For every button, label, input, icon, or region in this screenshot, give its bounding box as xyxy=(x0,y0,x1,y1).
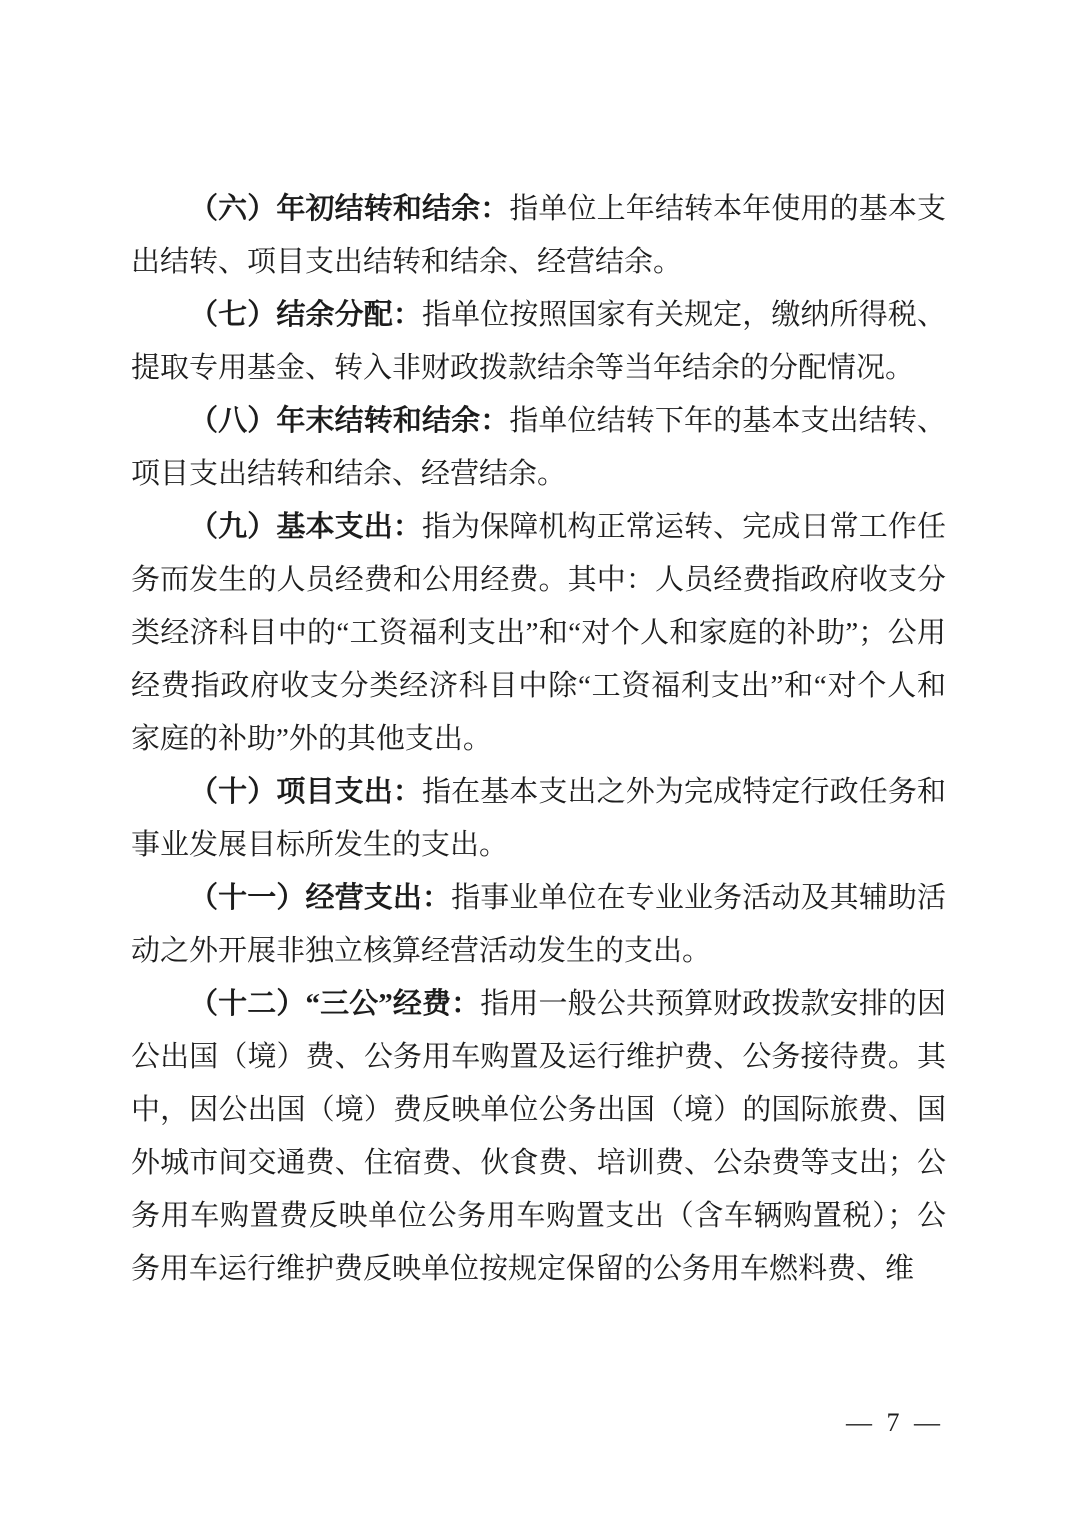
paragraph-body: 指单位上年结转本年使用的基本支出结转、项目支出结转和结余、经营结余。 xyxy=(131,193,946,278)
paragraph-lead: （八）年末结转和结余： xyxy=(189,405,510,437)
paragraph-lead: （十）项目支出： xyxy=(189,776,422,808)
paragraph-body: 指为保障机构正常运转、完成日常工作任务而发生的人员经费和公用经费。其中：人员经费指政府收支分类经济科目中的“工资福利支出”和“对个人和家庭的补助”；公用经费指政府收支分类经济科目中除“工资福利支出”和“对个人和家庭的补助”外的其他支出。 xyxy=(131,511,946,755)
paragraph xyxy=(131,766,946,872)
paragraph-body: 指单位按照国家有关规定，缴纳所得税、提取专用基金、转入非财政拨款结余等当年结余的分配情况。 xyxy=(131,299,946,384)
paragraph xyxy=(131,978,946,1296)
paragraph-lead: （十一）经营支出： xyxy=(189,882,452,914)
paragraph-body: 指在基本支出之外为完成特定行政任务和事业发展目标所发生的支出。 xyxy=(131,776,946,861)
paragraph xyxy=(131,395,946,501)
paragraph-lead: （七）结余分配： xyxy=(189,299,422,331)
paragraph-lead: （十二）“三公”经费： xyxy=(189,988,481,1020)
paragraph xyxy=(131,289,946,395)
paragraph xyxy=(131,872,946,978)
document-body xyxy=(131,183,946,1296)
paragraph-body: 指事业单位在专业业务活动及其辅助活动之外开展非独立核算经营活动发生的支出。 xyxy=(131,882,946,967)
paragraph xyxy=(131,183,946,289)
paragraph-lead: （六）年初结转和结余： xyxy=(189,193,510,225)
page-number: — 7 — xyxy=(846,1408,944,1437)
paragraph-body: 指用一般公共预算财政拨款安排的因公出国（境）费、公务用车购置及运行维护费、公务接待费。其中，因公出国（境）费反映单位公务出国（境）的国际旅费、国外城市间交通费、住宿费、伙食费、培训费、公杂费等支出；公务用车购置费反映单位公务用车购置支出（含车辆购置税）；公务用车运行维护费反映单位按规定保留的公务用车燃料费、维 xyxy=(131,988,946,1285)
paragraph-lead: （九）基本支出： xyxy=(189,511,422,543)
paragraph-body: 指单位结转下年的基本支出结转、项目支出结转和结余、经营结余。 xyxy=(131,405,946,490)
paragraph xyxy=(131,501,946,766)
